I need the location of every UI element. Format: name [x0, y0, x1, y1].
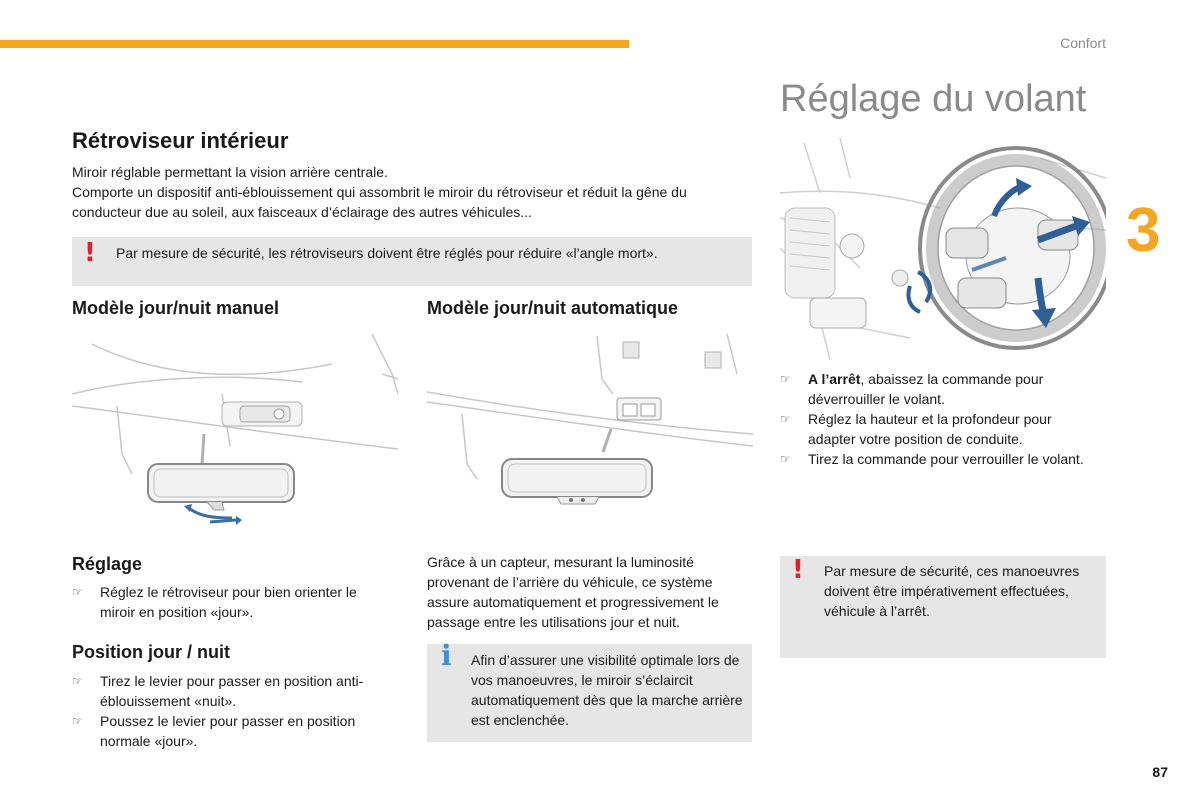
auto-description: Grâce à un capteur, mesurant la luminosité provenant de l’arrière du véhicule, ce système assure automatiquement et progressivement le passage entre les utilisations jour et nuit.: [427, 554, 719, 630]
position-step-2: [72, 711, 392, 751]
manual-mirror-illustration: [72, 334, 398, 534]
hand-pointer-icon: ☞: [780, 452, 791, 466]
hand-pointer-icon: ☞: [72, 585, 83, 599]
steering-step-1: [780, 369, 1100, 409]
steering-wheel-illustration: [780, 138, 1106, 360]
mirror-warning-text: Par mesure de sécurité, les rétroviseurs doivent être réglés pour réduire «l’angle mort».: [116, 245, 658, 261]
warning-icon: !: [84, 238, 96, 268]
steering-list-container: [780, 369, 1100, 469]
mirror-warning-box: [72, 237, 752, 286]
reglage-title: Réglage: [72, 554, 143, 574]
hand-pointer-icon: ☞: [72, 714, 83, 728]
steering-step-2: [780, 409, 1100, 449]
intro-line-2: Comporte un dispositif anti-éblouissement qui assombrit le miroir du rétroviseur et réduit la gêne du: [72, 184, 687, 200]
manual-model-title: Modèle jour/nuit manuel: [72, 298, 280, 318]
hand-pointer-icon: ☞: [780, 412, 791, 426]
auto-model-title: Modèle jour/nuit automatique: [427, 298, 678, 318]
steering-title: Réglage du volant: [780, 78, 1087, 120]
reglage-step-1: [72, 582, 392, 622]
hand-pointer-icon: ☞: [780, 372, 791, 386]
page-number: 87: [1152, 764, 1168, 780]
mirror-intro: [72, 162, 762, 222]
intro-line-3: conducteur due au soleil, aux faisceaux d’éclairage des autres véhicules...: [72, 204, 532, 220]
steering-list: [780, 369, 1100, 469]
chapter-number: 3: [1126, 196, 1161, 265]
steering-step-3: [780, 449, 1100, 469]
hand-pointer-icon: ☞: [72, 674, 83, 688]
warning-icon: !: [792, 555, 804, 585]
section-label: Confort: [1060, 35, 1106, 51]
reglage-list: [72, 582, 392, 622]
step-text: Réglez la hauteur et la profondeur pour adapter votre position de conduite.: [808, 411, 1052, 447]
step-text: Poussez le levier pour passer en position normale «jour».: [100, 713, 356, 749]
mirror-title: Rétroviseur intérieur: [72, 128, 289, 153]
intro-line-1: Miroir réglable permettant la vision arrière centrale.: [72, 164, 388, 180]
steering-warning-text: Par mesure de sécurité, ces manoeuvres doivent être impérativement effectuées, véhicule à l’arrêt.: [824, 563, 1080, 619]
position-step-1: [72, 671, 392, 711]
auto-info-box: [427, 639, 752, 742]
position-list: [72, 671, 392, 751]
step-text: Tirez la commande pour verrouiller le volant.: [808, 451, 1084, 467]
steering-warning-box: [780, 556, 1106, 658]
info-icon: i: [441, 639, 452, 672]
step-text: Réglez le rétroviseur pour bien orienter le miroir en position «jour».: [100, 584, 357, 620]
position-title: Position jour / nuit: [72, 642, 230, 662]
step-bold: A l’arrêt: [808, 371, 861, 387]
auto-mirror-illustration: [427, 334, 753, 534]
auto-info-text: Afin d’assurer une visibilité optimale lors de vos manoeuvres, le miroir s’éclaircit automatiquement dès que la marche arrière est enclenchée.: [471, 652, 743, 728]
step-text: Tirez le levier pour passer en position anti-éblouissement «nuit».: [100, 673, 364, 709]
step-text: , abaissez la commande pour déverrouiller le volant.: [808, 371, 1044, 407]
orange-header-bar: [0, 40, 629, 48]
